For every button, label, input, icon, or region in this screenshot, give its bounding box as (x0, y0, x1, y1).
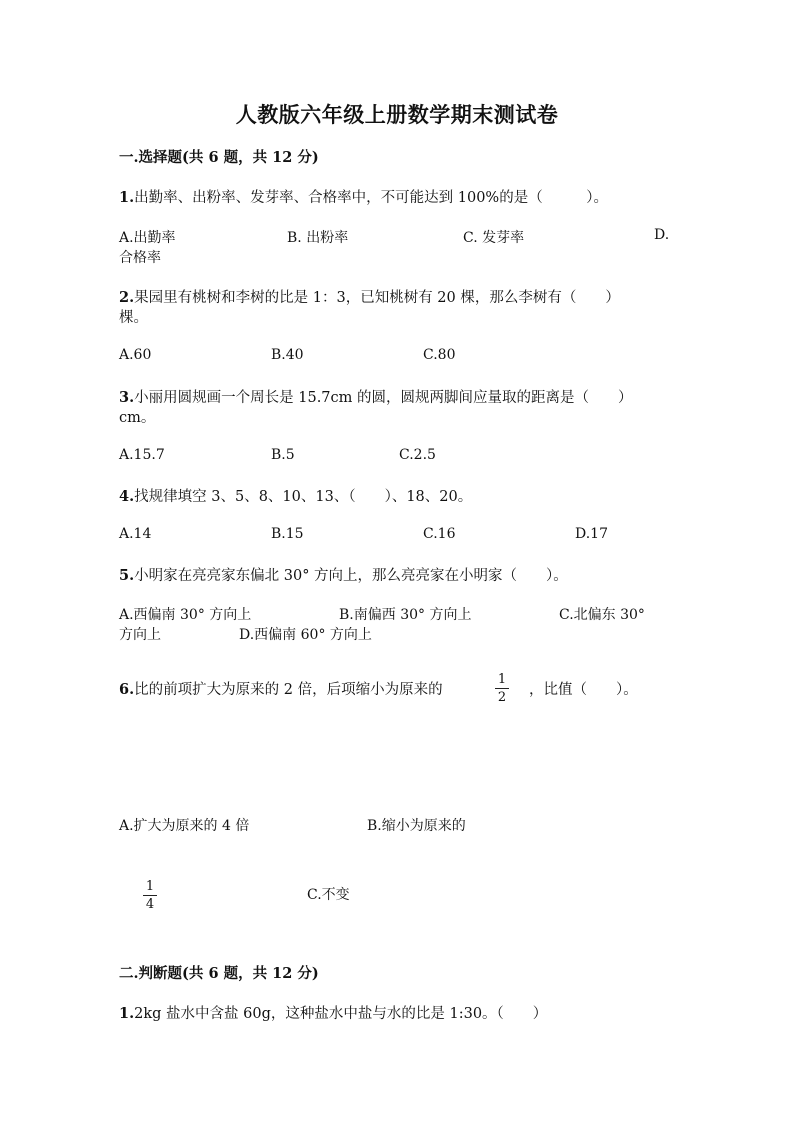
option-a: A.14 (119, 526, 152, 542)
question-3 (119, 386, 633, 407)
option-c: C.2.5 (399, 447, 436, 463)
question-text: 小丽用圆规画一个周长是 15.7cm 的圆，圆规两脚间应量取的距离是（ ） (134, 390, 633, 406)
fraction-denominator: 4 (145, 897, 155, 912)
question-number: 1. (119, 189, 135, 206)
question-number: 6. (119, 681, 135, 698)
question-text: 找规律填空 3、5、8、10、13、（ ）、18、20。 (134, 489, 473, 505)
option-d: D.17 (575, 526, 608, 542)
section-heading-judgement: 二.判断题(共 6 题，共 12 分) (119, 965, 319, 982)
fraction-bar (495, 688, 509, 689)
option-a: A.出勤率 (119, 230, 176, 246)
question-6-tail: ，比值（ ）。 (529, 682, 638, 698)
section-heading-choice: 一.选择题(共 6 题，共 12 分) (119, 149, 319, 166)
option-d: D.西偏南 60° 方向上 (239, 627, 372, 643)
option-b: B.15 (271, 526, 304, 542)
option-b: B.缩小为原来的 (367, 818, 466, 834)
question-text: 2kg 盐水中含盐 60g，这种盐水中盐与水的比是 1:30。（ ） (134, 1006, 548, 1022)
question-3-line2: cm。 (119, 410, 156, 426)
question-text: 比的前项扩大为原来的 2 倍，后项缩小为原来的 (134, 682, 443, 698)
option-b: B.南偏西 30° 方向上 (339, 607, 472, 623)
option-c: C.不变 (307, 887, 350, 903)
question-2-line2: 棵。 (119, 310, 148, 326)
fraction-one-half (495, 672, 509, 705)
question-text: 出勤率、出粉率、发芽率、合格率中，不可能达到 100%的是（ ）。 (134, 190, 608, 206)
option-a: A.60 (119, 347, 152, 363)
question-text: 小明家在亮亮家东偏北 30° 方向上，那么亮亮家在小明家（ ）。 (134, 568, 568, 584)
question-4 (119, 485, 472, 506)
option-c: C.北偏东 30° (559, 607, 645, 623)
option-a: A.扩大为原来的 4 倍 (119, 818, 250, 834)
option-d: D. (654, 227, 670, 243)
fraction-numerator: 1 (145, 879, 155, 894)
question-text: 果园里有桃树和李树的比是 1：3，已知桃树有 20 棵，那么李树有（ ） (134, 290, 620, 306)
question-6 (119, 678, 443, 699)
fraction-numerator: 1 (497, 672, 507, 687)
option-a: A.15.7 (119, 447, 165, 463)
option-a: A.西偏南 30° 方向上 (119, 607, 252, 623)
option-c: C.16 (423, 526, 456, 542)
question-number: 1. (119, 1005, 135, 1022)
option-d-text: 合格率 (119, 250, 161, 266)
option-c: C.80 (423, 347, 456, 363)
option-b: B. 出粉率 (287, 230, 349, 246)
judgement-question-1 (119, 1002, 547, 1023)
fraction-one-quarter (143, 879, 157, 912)
question-number: 2. (119, 289, 135, 306)
question-number: 3. (119, 389, 135, 406)
question-number: 4. (119, 488, 135, 505)
option-b: B.5 (271, 447, 295, 463)
question-1 (119, 186, 608, 207)
page-title: 人教版六年级上册数学期末测试卷 (235, 102, 559, 127)
option-c: C. 发芽率 (463, 230, 525, 246)
fraction-denominator: 2 (497, 690, 507, 705)
question-2 (119, 286, 620, 307)
option-c-text: 方向上 (119, 627, 161, 643)
option-b: B.40 (271, 347, 304, 363)
question-5 (119, 564, 568, 585)
question-number: 5. (119, 567, 135, 584)
fraction-bar (143, 895, 157, 896)
